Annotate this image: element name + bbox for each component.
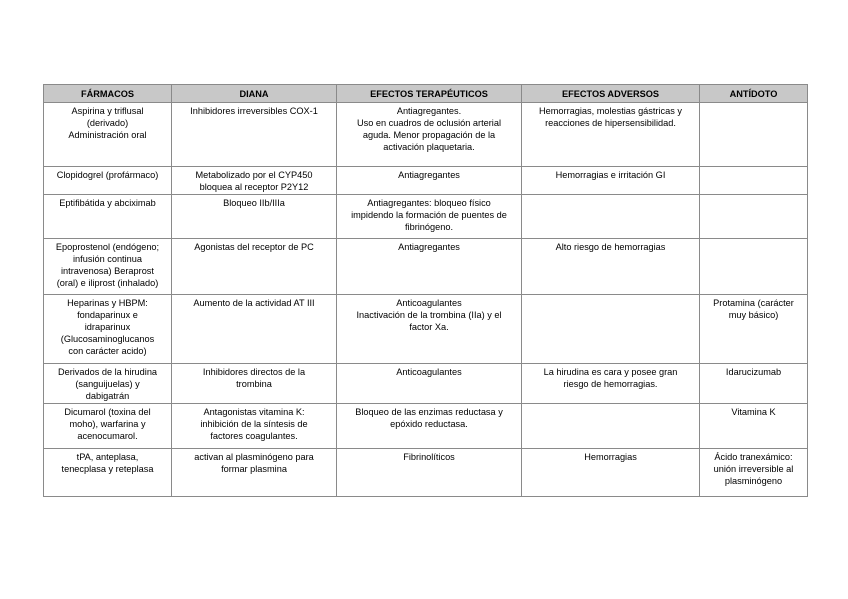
cell-text-line: epóxido reductasa. xyxy=(390,419,468,429)
cell-text-line: infusión continua xyxy=(73,254,142,264)
cell-text-line: bloquea al receptor P2Y12 xyxy=(199,182,309,192)
cell-text-line: muy básico) xyxy=(728,310,779,320)
cell-text-line: factor Xa. xyxy=(409,322,449,332)
cell-antidoto xyxy=(700,404,808,449)
table-row xyxy=(44,364,808,404)
table-body xyxy=(44,103,808,497)
header-efectos-adversos: EFECTOS ADVERSOS xyxy=(522,85,700,103)
cell-text-line: La hirudina es cara y posee gran xyxy=(543,367,678,377)
cell-efectos-adversos xyxy=(522,195,700,239)
cell-text-line: Inhibidores irreversibles COX-1 xyxy=(190,106,318,116)
cell-text-line: unión irreversible al xyxy=(713,464,794,474)
cell-text-line: Bloqueo IIb/IIIa xyxy=(223,198,285,208)
cell-antidoto xyxy=(700,103,808,167)
cell-text-line: Antiagregantes xyxy=(398,170,460,180)
cell-text-line: Aumento de la actividad AT III xyxy=(193,298,315,308)
cell-text-line: Inhibidores directos de la xyxy=(202,367,306,377)
cell-text-line: Uso en cuadros de oclusión arterial xyxy=(356,118,502,128)
cell-efectos-terapeuticos xyxy=(337,449,522,497)
cell-text-line: Antiagregantes. xyxy=(396,106,462,116)
header-row xyxy=(44,85,808,103)
cell-text-line: Bloqueo de las enzimas reductasa y xyxy=(355,407,503,417)
cell-efectos-terapeuticos xyxy=(337,103,522,167)
cell-text-line: factores coagulantes. xyxy=(210,431,298,441)
cell-text-line: Anticoagulantes xyxy=(396,298,462,308)
cell-antidoto xyxy=(700,295,808,364)
cell-text-line: Vitamina K xyxy=(731,407,776,417)
cell-efectos-terapeuticos xyxy=(337,167,522,195)
table-header xyxy=(44,85,808,103)
cell-text-line: Antagonistas vitamina K: xyxy=(203,407,305,417)
cell-text-line: inhibición de la síntesis de xyxy=(200,419,308,429)
cell-text-line: Inactivación de la trombina (IIa) y el xyxy=(356,310,502,320)
cell-antidoto xyxy=(700,449,808,497)
cell-text-line: activación plaquetaria. xyxy=(383,142,475,152)
cell-text-line: Administración oral xyxy=(68,130,147,140)
cell-diana xyxy=(172,404,337,449)
cell-text-line: plasminógeno xyxy=(724,476,783,486)
cell-text-line: Hemorragias, molestias gástricas y xyxy=(539,106,682,116)
cell-efectos-terapeuticos xyxy=(337,195,522,239)
cell-text-line: Aspirina y triflusal xyxy=(71,106,144,116)
cell-efectos-terapeuticos xyxy=(337,295,522,364)
cell-text-line: (derivado) xyxy=(86,118,129,128)
cell-text-line: Metabolizado por el CYP450 xyxy=(195,170,313,180)
cell-text-line: dabigatrán xyxy=(85,391,130,401)
cell-diana xyxy=(172,239,337,295)
cell-antidoto xyxy=(700,195,808,239)
cell-efectos-terapeuticos xyxy=(337,404,522,449)
cell-text-line: Heparinas y HBPM: xyxy=(67,298,148,308)
cell-text-line: Antiagregantes: bloqueo físico xyxy=(367,198,491,208)
cell-text-line: (Glucosaminoglucanos xyxy=(60,334,155,344)
cell-text-line: (oral) e iliprost (inhalado) xyxy=(56,278,159,288)
cell-text-line: fondaparinux e xyxy=(77,310,138,320)
cell-text-line: (sanguijuelas) y xyxy=(75,379,140,389)
cell-text-line: acenocumarol. xyxy=(77,431,138,441)
cell-efectos-adversos xyxy=(522,103,700,167)
cell-text-line: Ácido tranexámico: xyxy=(714,452,793,462)
cell-text-line: tPA, anteplasa, xyxy=(76,452,139,462)
cell-text-line: Protamina (carácter xyxy=(713,298,794,308)
cell-farmacos xyxy=(44,195,172,239)
cell-antidoto xyxy=(700,167,808,195)
table-row xyxy=(44,239,808,295)
cell-text-line: Anticoagulantes xyxy=(396,367,462,377)
header-antidoto: ANTÍDOTO xyxy=(700,85,808,103)
cell-diana xyxy=(172,103,337,167)
cell-text-line: Fibrinolíticos xyxy=(403,452,455,462)
header-efectos-terapeuticos: EFECTOS TERAPÉUTICOS xyxy=(337,85,522,103)
cell-efectos-terapeuticos xyxy=(337,239,522,295)
cell-farmacos xyxy=(44,239,172,295)
cell-farmacos xyxy=(44,404,172,449)
cell-text-line: riesgo de hemorragias. xyxy=(563,379,658,389)
cell-antidoto xyxy=(700,239,808,295)
cell-diana xyxy=(172,167,337,195)
cell-text-line: Antiagregantes xyxy=(398,242,460,252)
table-row xyxy=(44,404,808,449)
cell-text-line: intravenosa) Beraprost xyxy=(61,266,154,276)
cell-diana xyxy=(172,295,337,364)
cell-text-line: impidendo la formación de puentes de xyxy=(351,210,507,220)
header-diana: DIANA xyxy=(172,85,337,103)
cell-text-line: Hemorragias e irritación GI xyxy=(555,170,666,180)
cell-efectos-adversos xyxy=(522,364,700,404)
cell-text-line: Clopidogrel (profármaco) xyxy=(56,170,159,180)
cell-text-line: Alto riesgo de hemorragias xyxy=(555,242,666,252)
cell-farmacos xyxy=(44,103,172,167)
cell-diana xyxy=(172,364,337,404)
table-row xyxy=(44,195,808,239)
cell-farmacos xyxy=(44,449,172,497)
cell-text-line: moho), warfarina y xyxy=(69,419,146,429)
drug-table xyxy=(43,84,808,497)
cell-efectos-adversos xyxy=(522,295,700,364)
cell-farmacos xyxy=(44,295,172,364)
table-row xyxy=(44,449,808,497)
table-row xyxy=(44,167,808,195)
cell-antidoto xyxy=(700,364,808,404)
cell-text-line: idraparinux xyxy=(84,322,131,332)
cell-text-line: Eptifibátida y abciximab xyxy=(59,198,156,208)
cell-text-line: formar plasmina xyxy=(221,464,287,474)
cell-text-line: con carácter acido) xyxy=(68,346,147,356)
cell-text-line: Derivados de la hirudina xyxy=(57,367,158,377)
cell-text-line: fibrinógeno. xyxy=(404,222,453,232)
cell-efectos-adversos xyxy=(522,449,700,497)
cell-efectos-adversos xyxy=(522,404,700,449)
cell-text-line: Epoprostenol (endógeno; xyxy=(55,242,160,252)
cell-text-line: Dicumarol (toxina del xyxy=(64,407,151,417)
cell-text-line: activan al plasminógeno para xyxy=(194,452,314,462)
cell-efectos-adversos xyxy=(522,167,700,195)
cell-text-line: Agonistas del receptor de PC xyxy=(194,242,314,252)
cell-efectos-adversos xyxy=(522,239,700,295)
table-row xyxy=(44,295,808,364)
cell-text-line: tenecplasa y reteplasa xyxy=(61,464,154,474)
cell-text-line: trombina xyxy=(236,379,272,389)
header-farmacos: FÁRMACOS xyxy=(44,85,172,103)
cell-text-line: reacciones de hipersensibilidad. xyxy=(545,118,676,128)
table-row xyxy=(44,103,808,167)
cell-farmacos xyxy=(44,167,172,195)
cell-farmacos xyxy=(44,364,172,404)
cell-text-line: Idarucizumab xyxy=(725,367,782,377)
cell-text-line: aguda. Menor propagación de la xyxy=(362,130,496,140)
cell-efectos-terapeuticos xyxy=(337,364,522,404)
cell-text-line: Hemorragias xyxy=(584,452,637,462)
cell-diana xyxy=(172,449,337,497)
cell-diana xyxy=(172,195,337,239)
